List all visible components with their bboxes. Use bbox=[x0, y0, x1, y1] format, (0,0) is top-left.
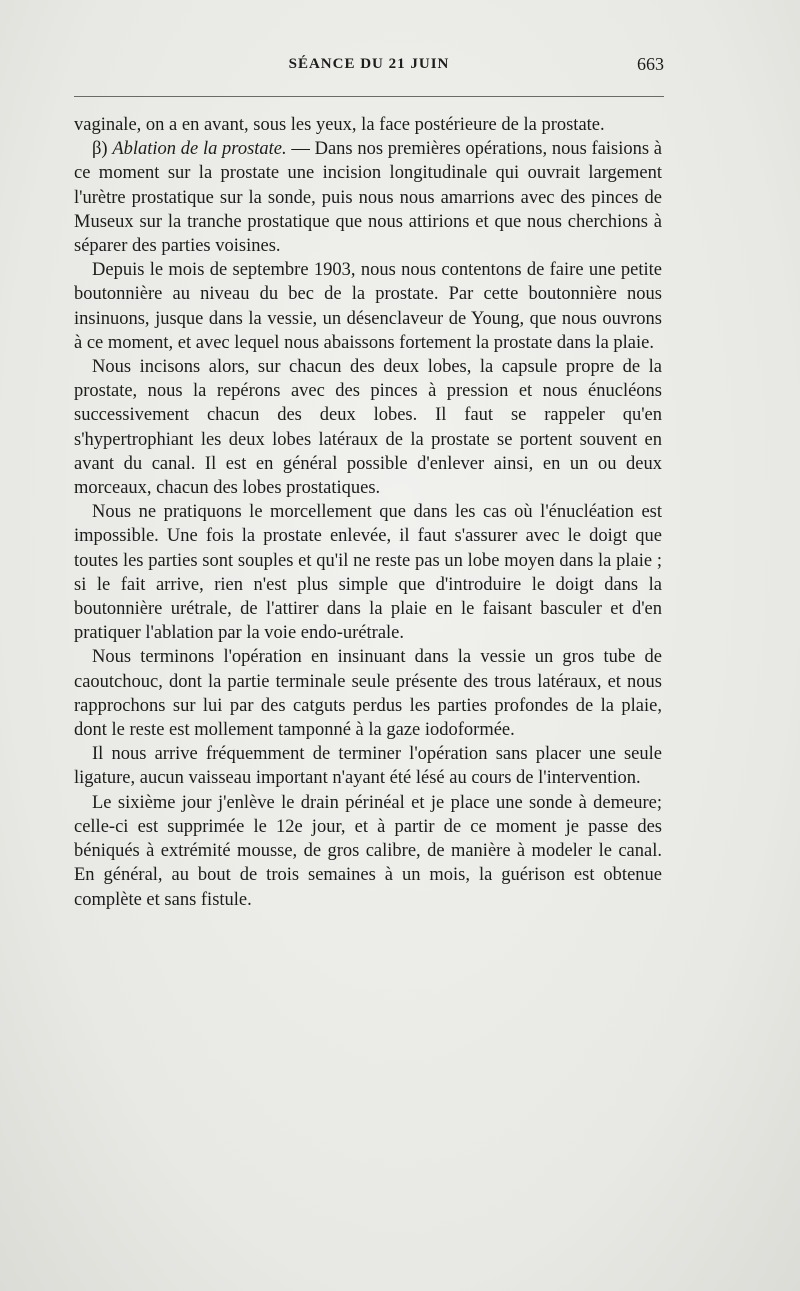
page-number: 663 bbox=[637, 54, 664, 74]
paragraph: Il nous arrive fréquemment de terminer l'opération sans placer une seule ligature, aucun vaisseau important n'ayant été lésé au cours de l'intervention. bbox=[74, 744, 662, 789]
paragraph: Depuis le mois de septembre 1903, nous nous contentons de faire une petite boutonnière au niveau du bec de la prostate. Par cette boutonnière nous insinuons, jusque dans la vessie, un désenclaveur de Young, que nous ouvrons à ce moment, et avec lequel nous abaissons fortement la prostate dans la plaie. bbox=[74, 260, 662, 353]
paragraph: Nous ne pratiquons le morcellement que dans les cas où l'énucléation est impossible. Une fois la prostate enlevée, il faut s'assurer avec le doigt que toutes les parties sont souples et qu'il ne reste pas un lobe moyen dans la plaie ; si le fait arrive, rien n'est plus simple que d'introduire le doigt dans la boutonnière urétrale, de l'attirer dans la plaie en le faisant basculer et d'en pratiquer l'ablation par la voie endo-urétrale. bbox=[74, 502, 662, 644]
paragraph: vaginale, on a en avant, sous les yeux, la face postérieure de la prostate. bbox=[74, 115, 605, 135]
paragraph: Nous incisons alors, sur chacun des deux lobes, la capsule propre de la prostate, nous la repérons avec des pinces à pression et nous énucléons successivement chacun des deux lobes. Il faut se rappeler qu'en s'hypertrophiant les deux lobes latéraux de la prostate se portent souvent en avant du canal. Il est en général possible d'enlever ainsi, en un ou deux morceaux, chacun des lobes prostatiques. bbox=[74, 357, 662, 499]
section-marker: β) bbox=[92, 139, 113, 160]
header-rule bbox=[74, 96, 664, 97]
paragraph: Nous terminons l'opération en insinuant dans la vessie un gros tube de caoutchouc, dont la partie terminale seule présente des trous latéraux, et nous rapprochons sur lui par des catguts perdus les parties profondes de la plaie, dont le reste est mollement tamponné à la gaze iodoformée. bbox=[74, 647, 662, 741]
body-text bbox=[74, 113, 662, 912]
section-title: Ablation de la prostate. bbox=[112, 139, 287, 160]
paragraph: Le sixième jour j'enlève le drain périnéal et je place une sonde à demeure; celle-ci est supprimée le 12e jour, et à partir de ce moment je passe des béniqués à extrémité mousse, de gros calibre, de manière à modeler le canal. En général, au bout de trois semaines à un mois, la guérison est obtenue complète et sans fistule. bbox=[74, 792, 662, 910]
page-header bbox=[74, 56, 664, 82]
paragraph bbox=[74, 137, 662, 258]
paragraph-text: — Dans nos premières opérations, nous faisions à ce moment sur la prostate une incision longitudinale qui ouvrait largement l'urètre prostatique sur la sonde, puis nous nous amarrions avec des pinces de Museux sur la tranche prostatique que nous attirions et que nous cherchions à séparer des parties voisines. bbox=[74, 139, 662, 257]
running-head: SÉANCE DU 21 JUIN bbox=[288, 56, 450, 72]
